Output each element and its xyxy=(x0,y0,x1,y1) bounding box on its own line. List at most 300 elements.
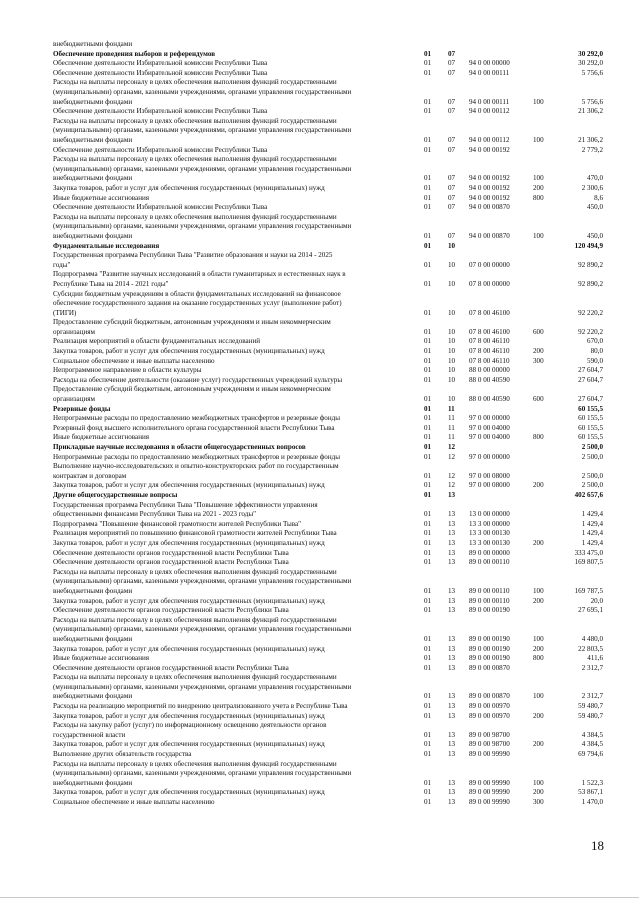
amount: 2 779,2 xyxy=(581,145,603,154)
amount: 27 604,7 xyxy=(578,395,603,404)
target-article-code: 94 0 00 00192 xyxy=(469,145,510,154)
subsection-code: 07 xyxy=(448,203,456,212)
amount: 20,0 xyxy=(590,596,603,605)
section-code: 01 xyxy=(424,279,432,288)
row-name-line: обеспечение государственного задания на оказание государственных услуг (выполнение работ) xyxy=(53,299,342,308)
row-name-line: (муниципальными) органами, казенными учреждениями, органами управления государственными xyxy=(53,87,352,96)
subsection-code: 07 xyxy=(448,68,456,77)
table-row xyxy=(0,453,639,463)
table-row xyxy=(0,529,639,539)
row-name-line: внебюджетными фондами xyxy=(53,97,133,106)
subsection-code: 07 xyxy=(448,97,456,106)
subsection-code: 13 xyxy=(448,788,456,797)
target-article-code: 89 0 00 00870 xyxy=(469,692,510,701)
row-name-line: Расходы на выплаты персоналу в целях обеспечения выполнения функций государственными xyxy=(53,155,337,164)
row-name-line: Закупка товаров, работ и услуг для обеспечения государственных (муниципальных) нужд xyxy=(53,183,325,192)
table-row xyxy=(0,50,639,60)
target-article-code: 97 0 00 08000 xyxy=(469,471,510,480)
section-code: 01 xyxy=(424,702,432,711)
budget-table xyxy=(0,40,639,808)
target-article-code: 89 0 00 98700 xyxy=(469,740,510,749)
section-code: 01 xyxy=(424,308,432,317)
amount: 2 312,7 xyxy=(581,663,603,672)
table-row xyxy=(0,481,639,491)
table-row xyxy=(0,568,639,597)
table-row xyxy=(0,213,639,242)
expense-type-code: 200 xyxy=(533,740,544,749)
section-code: 01 xyxy=(424,558,432,567)
subsection-code: 12 xyxy=(448,471,456,480)
expense-type-code: 300 xyxy=(533,798,544,807)
expense-type-code: 200 xyxy=(533,538,544,547)
table-row xyxy=(0,69,639,79)
subsection-code: 10 xyxy=(448,327,456,336)
table-row xyxy=(0,78,639,107)
target-article-code: 07 8 00 46110 xyxy=(469,356,510,365)
subsection-code: 10 xyxy=(448,366,456,375)
section-code: 01 xyxy=(424,395,432,404)
table-row xyxy=(0,664,639,674)
section-code: 01 xyxy=(424,510,432,519)
section-code: 01 xyxy=(424,183,432,192)
row-name-line: Подпрограмма "Повышение финансовой грамотности жителей Республики Тыва" xyxy=(53,519,302,528)
row-name-line: Непрограммные расходы по предоставлению межбюджетных трансфертов и резервные фонды xyxy=(53,452,341,461)
table-row xyxy=(0,616,639,645)
subsection-code: 13 xyxy=(448,596,456,605)
amount: 402 657,6 xyxy=(574,490,603,499)
section-code: 01 xyxy=(424,174,432,183)
amount: 2 500,0 xyxy=(581,471,603,480)
amount: 22 803,5 xyxy=(578,644,603,653)
row-name-line: Расходы на выплаты персоналу в целях обеспечения выполнения функций государственными xyxy=(53,212,337,221)
subsection-code: 13 xyxy=(448,778,456,787)
target-article-code: 89 0 00 00110 xyxy=(469,586,510,595)
section-code: 01 xyxy=(424,193,432,202)
subsection-code: 07 xyxy=(448,183,456,192)
target-article-code: 89 0 00 00870 xyxy=(469,663,510,672)
expense-type-code: 200 xyxy=(533,644,544,653)
row-name-line: (муниципальными) органами, казенными учреждениями, органами управления государственными xyxy=(53,769,352,778)
amount: 2 500,0 xyxy=(581,443,603,452)
target-article-code: 94 0 00 00000 xyxy=(469,59,510,68)
subsection-code: 13 xyxy=(448,490,456,499)
target-article-code: 89 0 00 99990 xyxy=(469,788,510,797)
subsection-code: 07 xyxy=(448,135,456,144)
target-article-code: 94 0 00 00192 xyxy=(469,193,510,202)
row-name-line: Обеспечение деятельности Избирательной комиссии Республики Тыва xyxy=(53,107,268,116)
target-article-code: 94 0 00 00111 xyxy=(469,97,510,106)
row-name-line: внебюджетными фондами xyxy=(53,586,133,595)
table-row xyxy=(0,549,639,559)
row-name-line: Государственная программа Республики Тыва "Повышение эффективности управления xyxy=(53,500,318,509)
row-name-line: Расходы на выплаты персоналу в целях обеспечения выполнения функций государственными xyxy=(53,567,337,576)
target-article-code: 97 0 00 00000 xyxy=(469,414,510,423)
row-name-line: (муниципальными) органами, казенными учреждениями, органами управления государственными xyxy=(53,577,352,586)
row-name-line: Иные бюджетные ассигнования xyxy=(53,193,150,202)
table-row xyxy=(0,654,639,664)
row-name-line: (муниципальными) органами, казенными учреждениями, органами управления государственными xyxy=(53,126,352,135)
row-name-line: Обеспечение деятельности органов государственной власти Республики Тыва xyxy=(53,558,289,567)
section-code: 01 xyxy=(424,634,432,643)
table-row xyxy=(0,414,639,424)
subsection-code: 07 xyxy=(448,59,456,68)
subsection-code: 13 xyxy=(448,510,456,519)
row-name-line: Расходы на выплаты персоналу в целях обеспечения выполнения функций государственными xyxy=(53,759,337,768)
target-article-code: 89 0 00 00970 xyxy=(469,702,510,711)
amount: 21 306,2 xyxy=(578,107,603,116)
expense-type-code: 800 xyxy=(533,193,544,202)
row-name-line: Обеспечение деятельности Избирательной комиссии Республики Тыва xyxy=(53,68,268,77)
row-name-line: Расходы на выплаты персоналу в целях обеспечения выполнения функций государственными xyxy=(53,116,337,125)
expense-type-code: 600 xyxy=(533,395,544,404)
subsection-code: 13 xyxy=(448,654,456,663)
amount: 2 500,0 xyxy=(581,481,603,490)
row-name-line: Расходы на обеспечение деятельности (оказание услуг) государственных учреждений культуры xyxy=(53,375,343,384)
row-name-line: Закупка товаров, работ и услуг для обеспечения государственных (муниципальных) нужд xyxy=(53,538,325,547)
subsection-code: 13 xyxy=(448,644,456,653)
row-name-line: Подпрограмма "Развитие научных исследований в области гуманитарных и естественных наук в xyxy=(53,270,346,279)
target-article-code: 94 0 00 00111 xyxy=(469,68,510,77)
row-name-line: Социальное обеспечение и иные выплаты населению xyxy=(53,798,215,807)
table-row xyxy=(0,740,639,750)
row-name-line: (ТИГИ) xyxy=(53,308,77,317)
section-code: 01 xyxy=(424,97,432,106)
expense-type-code: 100 xyxy=(533,97,544,106)
subsection-code: 10 xyxy=(448,395,456,404)
subsection-code: 10 xyxy=(448,260,456,269)
row-name-line: Обеспечение деятельности Избирательной комиссии Республики Тыва xyxy=(53,145,268,154)
section-code: 01 xyxy=(424,644,432,653)
subsection-code: 13 xyxy=(448,529,456,538)
target-article-code: 88 0 00 40590 xyxy=(469,395,510,404)
expense-type-code: 200 xyxy=(533,596,544,605)
row-name-line: Расходы на реализацию мероприятий по внедрению централизованного учета в Республике Тыва xyxy=(53,702,348,711)
section-code: 01 xyxy=(424,68,432,77)
amount: 450,0 xyxy=(587,203,603,212)
amount: 1 429,4 xyxy=(581,510,603,519)
section-code: 01 xyxy=(424,356,432,365)
subsection-code: 13 xyxy=(448,606,456,615)
subsection-code: 13 xyxy=(448,634,456,643)
row-name-line: общественными финансами Республики Тыва на 2021 - 2023 годы" xyxy=(53,510,257,519)
section-code: 01 xyxy=(424,452,432,461)
table-row xyxy=(0,788,639,798)
target-article-code: 89 0 00 00000 xyxy=(469,548,510,557)
row-name-line: Выполнение научно-исследовательских и опытно-конструкторских работ по государственным xyxy=(53,462,339,471)
row-name-line: (муниципальными) органами, казенными учреждениями, органами управления государственными xyxy=(53,222,352,231)
section-code: 01 xyxy=(424,203,432,212)
target-article-code: 89 0 00 00190 xyxy=(469,644,510,653)
table-row xyxy=(0,424,639,434)
row-name-line: Закупка товаров, работ и услуг для обеспечения государственных (муниципальных) нужд xyxy=(53,711,325,720)
amount: 169 807,5 xyxy=(574,558,603,567)
expense-type-code: 100 xyxy=(533,634,544,643)
row-name-line: Обеспечение деятельности органов государственной власти Республики Тыва xyxy=(53,548,289,557)
section-code: 01 xyxy=(424,337,432,346)
row-name-line: государственной власти xyxy=(53,730,126,739)
table-row xyxy=(0,194,639,204)
table-row xyxy=(0,597,639,607)
subsection-code: 13 xyxy=(448,711,456,720)
target-article-code: 89 0 00 99990 xyxy=(469,798,510,807)
row-name-line: Расходы на закупку работ (услуг) по информационному освещению деятельности органов xyxy=(53,721,327,730)
amount: 411,6 xyxy=(587,654,603,663)
row-name-line: Закупка товаров, работ и услуг для обеспечения государственных (муниципальных) нужд xyxy=(53,788,325,797)
amount: 450,0 xyxy=(587,231,603,240)
target-article-code: 94 0 00 00192 xyxy=(469,183,510,192)
table-row xyxy=(0,357,639,367)
amount: 1 429,4 xyxy=(581,538,603,547)
expense-type-code: 200 xyxy=(533,347,544,356)
row-name-line: организациям xyxy=(53,395,96,404)
table-row xyxy=(0,712,639,722)
section-code: 01 xyxy=(424,375,432,384)
section-code: 01 xyxy=(424,404,432,413)
amount: 53 867,1 xyxy=(578,788,603,797)
target-article-code: 89 0 00 99990 xyxy=(469,750,510,759)
target-article-code: 07 0 00 00000 xyxy=(469,260,510,269)
table-row xyxy=(0,337,639,347)
target-article-code: 97 0 00 04000 xyxy=(469,433,510,442)
subsection-code: 10 xyxy=(448,308,456,317)
subsection-code: 13 xyxy=(448,702,456,711)
amount: 169 787,5 xyxy=(574,586,603,595)
row-name-line: Выполнение других обязательств государства xyxy=(53,750,192,759)
table-row xyxy=(0,251,639,270)
row-name-line: Непрограммное направление в области культуры xyxy=(53,366,202,375)
subsection-code: 13 xyxy=(448,558,456,567)
amount: 333 475,0 xyxy=(574,548,603,557)
target-article-code: 89 0 00 99990 xyxy=(469,778,510,787)
row-name-line: внебюджетными фондами xyxy=(53,778,133,787)
target-article-code: 88 0 00 00000 xyxy=(469,366,510,375)
amount: 1 429,4 xyxy=(581,519,603,528)
target-article-code: 89 0 00 00110 xyxy=(469,558,510,567)
row-name-line: Резервный фонд высшего исполнительного органа государственной власти Республики Тыва xyxy=(53,423,335,432)
amount: 92 890,2 xyxy=(578,260,603,269)
section-code: 01 xyxy=(424,596,432,605)
amount: 92 220,2 xyxy=(578,308,603,317)
target-article-code: 97 0 00 04000 xyxy=(469,423,510,432)
amount: 2 500,0 xyxy=(581,452,603,461)
section-code: 01 xyxy=(424,231,432,240)
row-name-line: (муниципальными) органами, казенными учреждениями, органами управления государственными xyxy=(53,625,352,634)
table-row xyxy=(0,155,639,184)
amount: 30 292,0 xyxy=(578,49,603,58)
target-article-code: 13 3 00 00000 xyxy=(469,519,510,528)
target-article-code: 94 0 00 00870 xyxy=(469,203,510,212)
expense-type-code: 200 xyxy=(533,481,544,490)
subsection-code: 10 xyxy=(448,241,456,250)
table-row xyxy=(0,40,639,50)
subsection-code: 07 xyxy=(448,231,456,240)
row-name-line: Расходы на выплаты персоналу в целях обеспечения выполнения функций государственными xyxy=(53,673,337,682)
section-code: 01 xyxy=(424,443,432,452)
section-code: 01 xyxy=(424,145,432,154)
row-name-line: Иные бюджетные ассигнования xyxy=(53,654,150,663)
amount: 670,0 xyxy=(587,337,603,346)
section-code: 01 xyxy=(424,471,432,480)
section-code: 01 xyxy=(424,260,432,269)
amount: 590,0 xyxy=(587,356,603,365)
table-row xyxy=(0,606,639,616)
target-article-code: 94 0 00 00112 xyxy=(469,107,510,116)
amount: 59 480,7 xyxy=(578,702,603,711)
amount: 60 155,5 xyxy=(578,433,603,442)
target-article-code: 07 8 00 46100 xyxy=(469,327,510,336)
target-article-code: 89 0 00 00190 xyxy=(469,654,510,663)
subsection-code: 13 xyxy=(448,692,456,701)
row-name-line: Другие общегосударственные вопросы xyxy=(53,490,178,499)
amount: 4 480,0 xyxy=(581,634,603,643)
subsection-code: 07 xyxy=(448,49,456,58)
table-row xyxy=(0,59,639,69)
subsection-code: 13 xyxy=(448,548,456,557)
target-article-code: 97 0 00 00000 xyxy=(469,452,510,461)
table-row xyxy=(0,702,639,712)
amount: 69 794,6 xyxy=(578,750,603,759)
row-name-line: внебюджетными фондами xyxy=(53,174,133,183)
target-article-code: 89 0 00 00190 xyxy=(469,634,510,643)
section-code: 01 xyxy=(424,366,432,375)
section-code: 01 xyxy=(424,519,432,528)
subsection-code: 12 xyxy=(448,443,456,452)
section-code: 01 xyxy=(424,529,432,538)
expense-type-code: 100 xyxy=(533,135,544,144)
subsection-code: 11 xyxy=(448,404,455,413)
table-row xyxy=(0,443,639,453)
row-name-line: Реализация мероприятий в области фундаментальных исследований xyxy=(53,337,261,346)
amount: 4 384,5 xyxy=(581,730,603,739)
row-name-line: Закупка товаров, работ и услуг для обеспечения государственных (муниципальных) нужд xyxy=(53,644,325,653)
amount: 27 604,7 xyxy=(578,366,603,375)
section-code: 01 xyxy=(424,788,432,797)
section-code: 01 xyxy=(424,778,432,787)
subsection-code: 12 xyxy=(448,452,456,461)
subsection-code: 11 xyxy=(448,423,455,432)
subsection-code: 13 xyxy=(448,519,456,528)
subsection-code: 13 xyxy=(448,750,456,759)
subsection-code: 11 xyxy=(448,433,455,442)
row-name-line: годы" xyxy=(53,260,71,269)
subsection-code: 07 xyxy=(448,193,456,202)
subsection-code: 07 xyxy=(448,107,456,116)
row-name-line: Непрограммные расходы по предоставлению межбюджетных трансфертов и резервные фонды xyxy=(53,414,341,423)
row-name-line: Республике Тыва на 2014 - 2021 годы" xyxy=(53,279,169,288)
section-code: 01 xyxy=(424,663,432,672)
amount: 120 494,9 xyxy=(574,241,603,250)
section-code: 01 xyxy=(424,59,432,68)
amount: 2 300,6 xyxy=(581,183,603,192)
row-name-line: Субсидии бюджетным учреждениям в области фундаментальных исследований на финансовое xyxy=(53,289,341,298)
target-article-code: 88 0 00 40590 xyxy=(469,375,510,384)
section-code: 01 xyxy=(424,538,432,547)
subsection-code: 07 xyxy=(448,145,456,154)
row-name-line: Закупка товаров, работ и услуг для обеспечения государственных (муниципальных) нужд xyxy=(53,347,325,356)
table-row xyxy=(0,520,639,530)
expense-type-code: 300 xyxy=(533,356,544,365)
table-row xyxy=(0,539,639,549)
expense-type-code: 800 xyxy=(533,654,544,663)
row-name-line: Расходы на выплаты персоналу в целях обеспечения выполнения функций государственными xyxy=(53,78,337,87)
target-article-code: 94 0 00 00192 xyxy=(469,174,510,183)
subsection-code: 10 xyxy=(448,375,456,384)
row-name-line: контрактам и договорам xyxy=(53,471,127,480)
table-row xyxy=(0,750,639,760)
section-code: 01 xyxy=(424,135,432,144)
amount: 92 220,2 xyxy=(578,327,603,336)
section-code: 01 xyxy=(424,423,432,432)
row-name-line: Обеспечение деятельности Избирательной комиссии Республики Тыва xyxy=(53,59,268,68)
expense-type-code: 100 xyxy=(533,231,544,240)
amount: 5 756,6 xyxy=(581,68,603,77)
section-code: 01 xyxy=(424,433,432,442)
section-code: 01 xyxy=(424,490,432,499)
target-article-code: 13 3 00 00130 xyxy=(469,529,510,538)
row-name-line: Реализация мероприятий по повышению финансовой грамотности жителей Республики Тыва xyxy=(53,529,337,538)
amount: 8,6 xyxy=(594,193,603,202)
section-code: 01 xyxy=(424,548,432,557)
row-name-line: внебюджетными фондами xyxy=(53,692,133,701)
row-name-line: Прикладные научные исследования в области общегосударственных вопросов xyxy=(53,443,306,452)
section-code: 01 xyxy=(424,711,432,720)
amount: 21 306,2 xyxy=(578,135,603,144)
subsection-code: 12 xyxy=(448,481,456,490)
row-name-line: внебюджетными фондами xyxy=(53,135,133,144)
amount: 5 756,6 xyxy=(581,97,603,106)
expense-type-code: 200 xyxy=(533,711,544,720)
section-code: 01 xyxy=(424,586,432,595)
target-article-code: 89 0 00 00970 xyxy=(469,711,510,720)
section-code: 01 xyxy=(424,798,432,807)
footer-divider xyxy=(0,897,639,898)
table-row xyxy=(0,107,639,117)
amount: 80,0 xyxy=(590,347,603,356)
expense-type-code: 100 xyxy=(533,778,544,787)
amount: 60 155,5 xyxy=(578,404,603,413)
section-code: 01 xyxy=(424,327,432,336)
row-name-line: Фундаментальные исследования xyxy=(53,241,160,250)
row-name-line: (муниципальными) органами, казенными учреждениями, органами управления государственными xyxy=(53,164,352,173)
section-code: 01 xyxy=(424,606,432,615)
table-row xyxy=(0,462,639,481)
row-name-line: внебюджетными фондами xyxy=(53,40,133,48)
row-name-line: Закупка товаров, работ и услуг для обеспечения государственных (муниципальных) нужд xyxy=(53,596,325,605)
expense-type-code: 600 xyxy=(533,327,544,336)
target-article-code: 97 0 00 08000 xyxy=(469,481,510,490)
row-name-line: Обеспечение деятельности Избирательной комиссии Республики Тыва xyxy=(53,203,268,212)
amount: 27 604,7 xyxy=(578,375,603,384)
table-row xyxy=(0,385,639,404)
section-code: 01 xyxy=(424,241,432,250)
section-code: 01 xyxy=(424,654,432,663)
amount: 27 695,1 xyxy=(578,606,603,615)
amount: 92 890,2 xyxy=(578,279,603,288)
subsection-code: 13 xyxy=(448,663,456,672)
expense-type-code: 100 xyxy=(533,692,544,701)
table-row xyxy=(0,376,639,386)
page-number: 18 xyxy=(591,838,604,853)
amount: 60 155,5 xyxy=(578,414,603,423)
subsection-code: 13 xyxy=(448,538,456,547)
target-article-code: 07 8 00 00000 xyxy=(469,279,510,288)
row-name-line: Иные бюджетные ассигнования xyxy=(53,433,150,442)
subsection-code: 10 xyxy=(448,279,456,288)
table-row xyxy=(0,673,639,702)
table-row xyxy=(0,798,639,808)
table-row xyxy=(0,184,639,194)
subsection-code: 11 xyxy=(448,414,455,423)
